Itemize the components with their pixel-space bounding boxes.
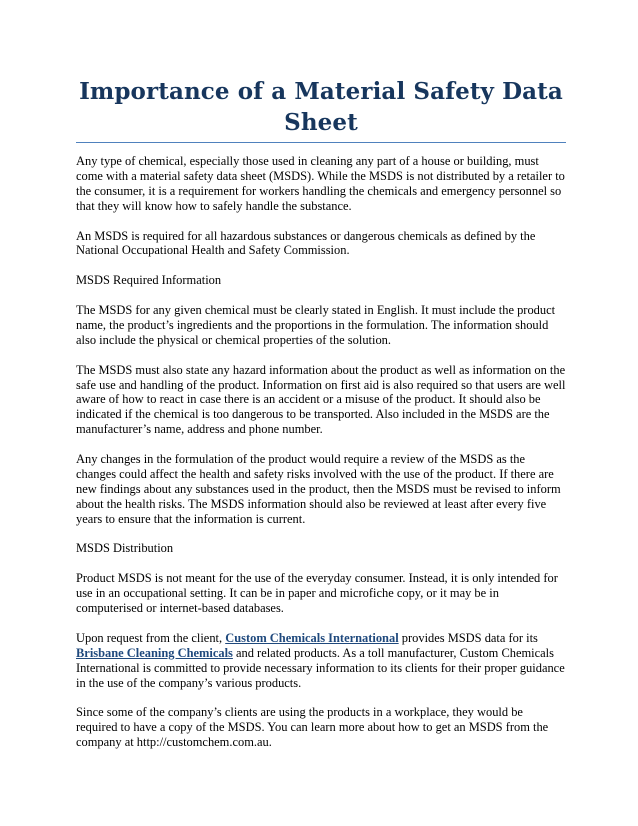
- paragraph-english: The MSDS for any given chemical must be clearly stated in English. It must include the product name, the product’s ingredients and the proportions in the formulation. The information should also include the physical or chemical properties of the solution.: [76, 303, 556, 347]
- paragraph-requirement: An MSDS is required for all hazardous substances or dangerous chemicals as defined by the National Occupational Health and Safety Commission.: [76, 228, 536, 258]
- paragraph-request: [76, 631, 566, 691]
- paragraph-final: Since some of the company’s clients are using the products in a workplace, they would be required to have a copy of the MSDS. You can learn more about how to get an MSDS from the company at http://customchem.com.au.: [76, 705, 549, 750]
- document-page: [76, 76, 566, 765]
- request-text-3: and related products. As a toll manufacturer, Custom Chemicals International is committed to provide necessary information to its clients for their proper guidance in the use of the company’s various products.: [76, 645, 565, 690]
- document-body: [76, 154, 566, 750]
- request-text-2: provides MSDS data for its: [398, 630, 538, 645]
- paragraph-distribution: Product MSDS is not meant for the use of the everyday consumer. Instead, it is only intended for use in an occupational setting. It can be in paper and microfiche copy, or it may be in computerised or internet-based databases.: [76, 571, 558, 616]
- title-line-2: Sheet: [284, 109, 358, 136]
- request-text-1: Upon request from the client,: [76, 630, 226, 645]
- paragraph-intro: Any type of chemical, especially those used in cleaning any part of a house or building, must come with a material safety data sheet (MSDS). While the MSDS is not distributed by a retailer to the consumer, it is a requirement for workers handling the chemicals and emergency personnel so that they will know how to safely handle the substance.: [76, 154, 565, 213]
- title-line-1: Importance of a Material Safety Data: [79, 78, 563, 105]
- paragraph-hazard: The MSDS must also state any hazard information about the product as well as information on the safe use and handling of the product. Information on first aid is also required so that users are well aware of how to react in case there is an accident or a misuse of the product. It should also be indicated if the chemical is too dangerous to be transported. Also included in the MSDS are the manufacturer’s name, address and phone number.: [76, 362, 566, 437]
- brisbane-cleaning-chemicals-link[interactable]: Brisbane Cleaning Chemicals: [76, 645, 233, 660]
- paragraph-changes: Any changes in the formulation of the product would require a review of the MSDS as the changes could affect the health and safety risks involved with the use of the product. If there are new findings about any substances used in the product, then the MSDS must be revised to inform about the health risks. The MSDS information should also be reviewed at least after every five years to ensure that the information is current.: [76, 452, 561, 526]
- section-heading-distribution: MSDS Distribution: [76, 541, 174, 556]
- section-heading-required-info: MSDS Required Information: [76, 273, 222, 288]
- custom-chemicals-international-link[interactable]: Custom Chemicals International: [225, 630, 399, 645]
- document-title: [76, 76, 566, 143]
